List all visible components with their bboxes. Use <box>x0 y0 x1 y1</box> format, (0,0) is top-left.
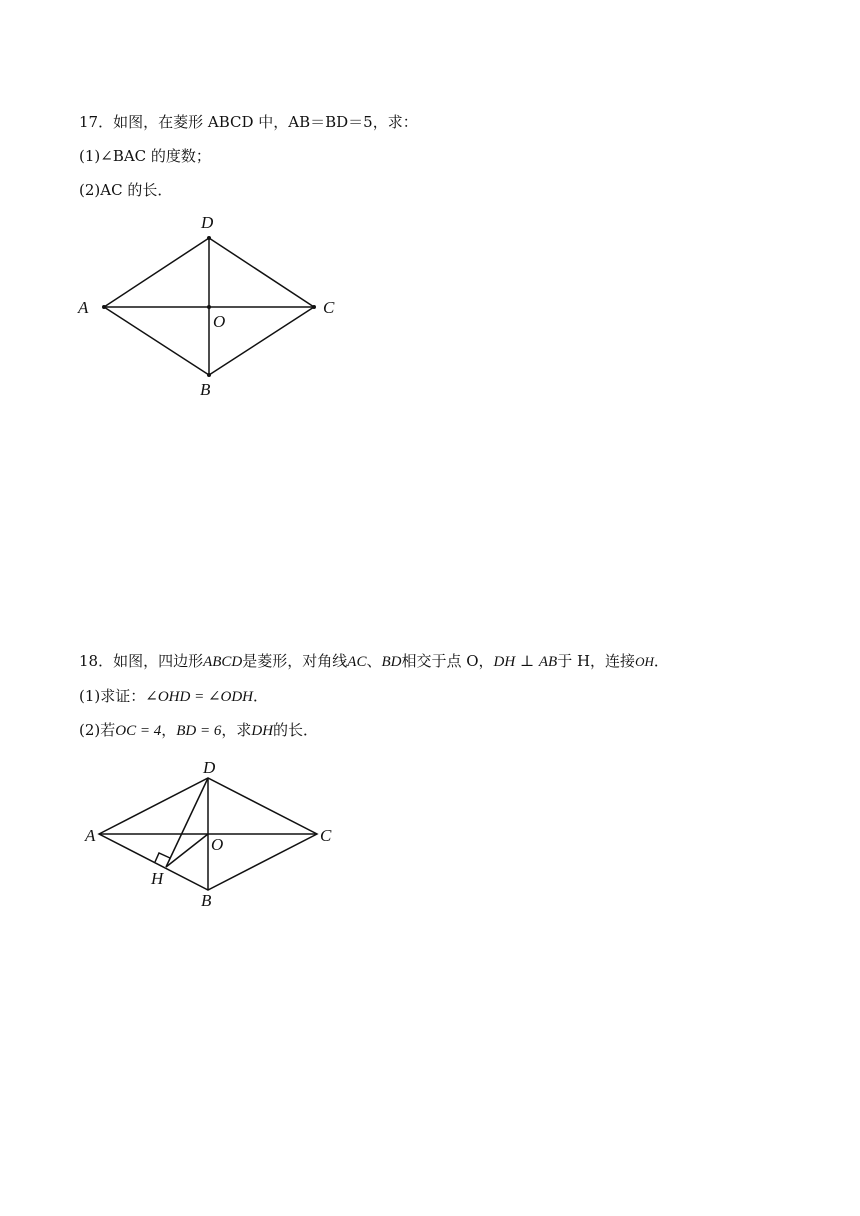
q18-part2 <box>79 720 318 741</box>
q17-rhombus-figure <box>70 210 350 400</box>
q17-point-d <box>207 236 211 240</box>
q18-stem-ac: AC <box>347 654 367 670</box>
q17-point-o <box>207 305 211 309</box>
q17-point-c <box>312 305 316 309</box>
q18-stem-perp: ⊥ <box>515 652 539 670</box>
q18-rhombus-figure <box>78 752 358 912</box>
q18-label-c: C <box>320 826 332 845</box>
q18-stem-end: ． <box>653 652 669 670</box>
q18-stem-text-1: 18．如图，四边形 <box>79 652 204 670</box>
q18-segment-oh <box>166 834 208 867</box>
q18-stem-text-2: 是菱形，对角线 <box>242 652 348 670</box>
q18-part2-dh: DH <box>251 723 274 739</box>
q18-stem-abcd: ABCD <box>203 654 243 670</box>
q18-label-d: D <box>203 758 216 777</box>
q18-part1-end: ． <box>253 687 269 705</box>
q18-part2-text: ，求 <box>221 721 252 739</box>
q18-label-h: H <box>151 869 164 888</box>
q17-label-a: A <box>78 298 89 317</box>
q18-part2-end: 的长． <box>273 721 319 739</box>
q18-stem-bd: BD <box>381 654 402 670</box>
q18-stem <box>79 651 669 672</box>
q18-label-o: O <box>211 835 224 854</box>
q17-label-o: O <box>213 312 226 331</box>
q18-stem-text-5: 于 H，连接 <box>557 652 636 670</box>
q17-label-c: C <box>323 298 335 317</box>
q18-right-angle-mark <box>155 853 170 862</box>
q18-stem-ab: AB <box>538 654 558 670</box>
q18-part1 <box>79 686 268 707</box>
q18-part2-sep: ， <box>161 721 177 739</box>
q18-part1-prefix: (1)求证： <box>79 687 146 705</box>
q17-part1: (1)∠BAC 的度数； <box>79 147 211 165</box>
q18-label-b: B <box>201 891 212 910</box>
q17-stem: 17．如图，在菱形 ABCD 中，AB＝BD＝5，求： <box>79 113 418 131</box>
q18-segment-dh <box>166 778 208 867</box>
q17-point-a <box>102 305 106 309</box>
q18-part2-bd: BD = 6 <box>176 723 222 739</box>
q17-point-b <box>207 373 211 377</box>
q17-label-d: D <box>201 213 214 232</box>
q18-stem-text-3: 、 <box>366 652 382 670</box>
q18-part2-oc: OC = 4 <box>115 723 162 739</box>
q18-label-a: A <box>85 826 96 845</box>
q17-label-b: B <box>200 380 211 399</box>
q18-part2-prefix: (2)若 <box>79 721 116 739</box>
q18-stem-oh: OH <box>635 654 654 669</box>
q17-part2: (2)AC 的长． <box>79 181 173 199</box>
q18-stem-text-4: 相交于点 O， <box>401 652 494 670</box>
q18-stem-dh: DH <box>493 654 516 670</box>
q18-part1-equation: ∠OHD = ∠ODH <box>145 689 254 705</box>
